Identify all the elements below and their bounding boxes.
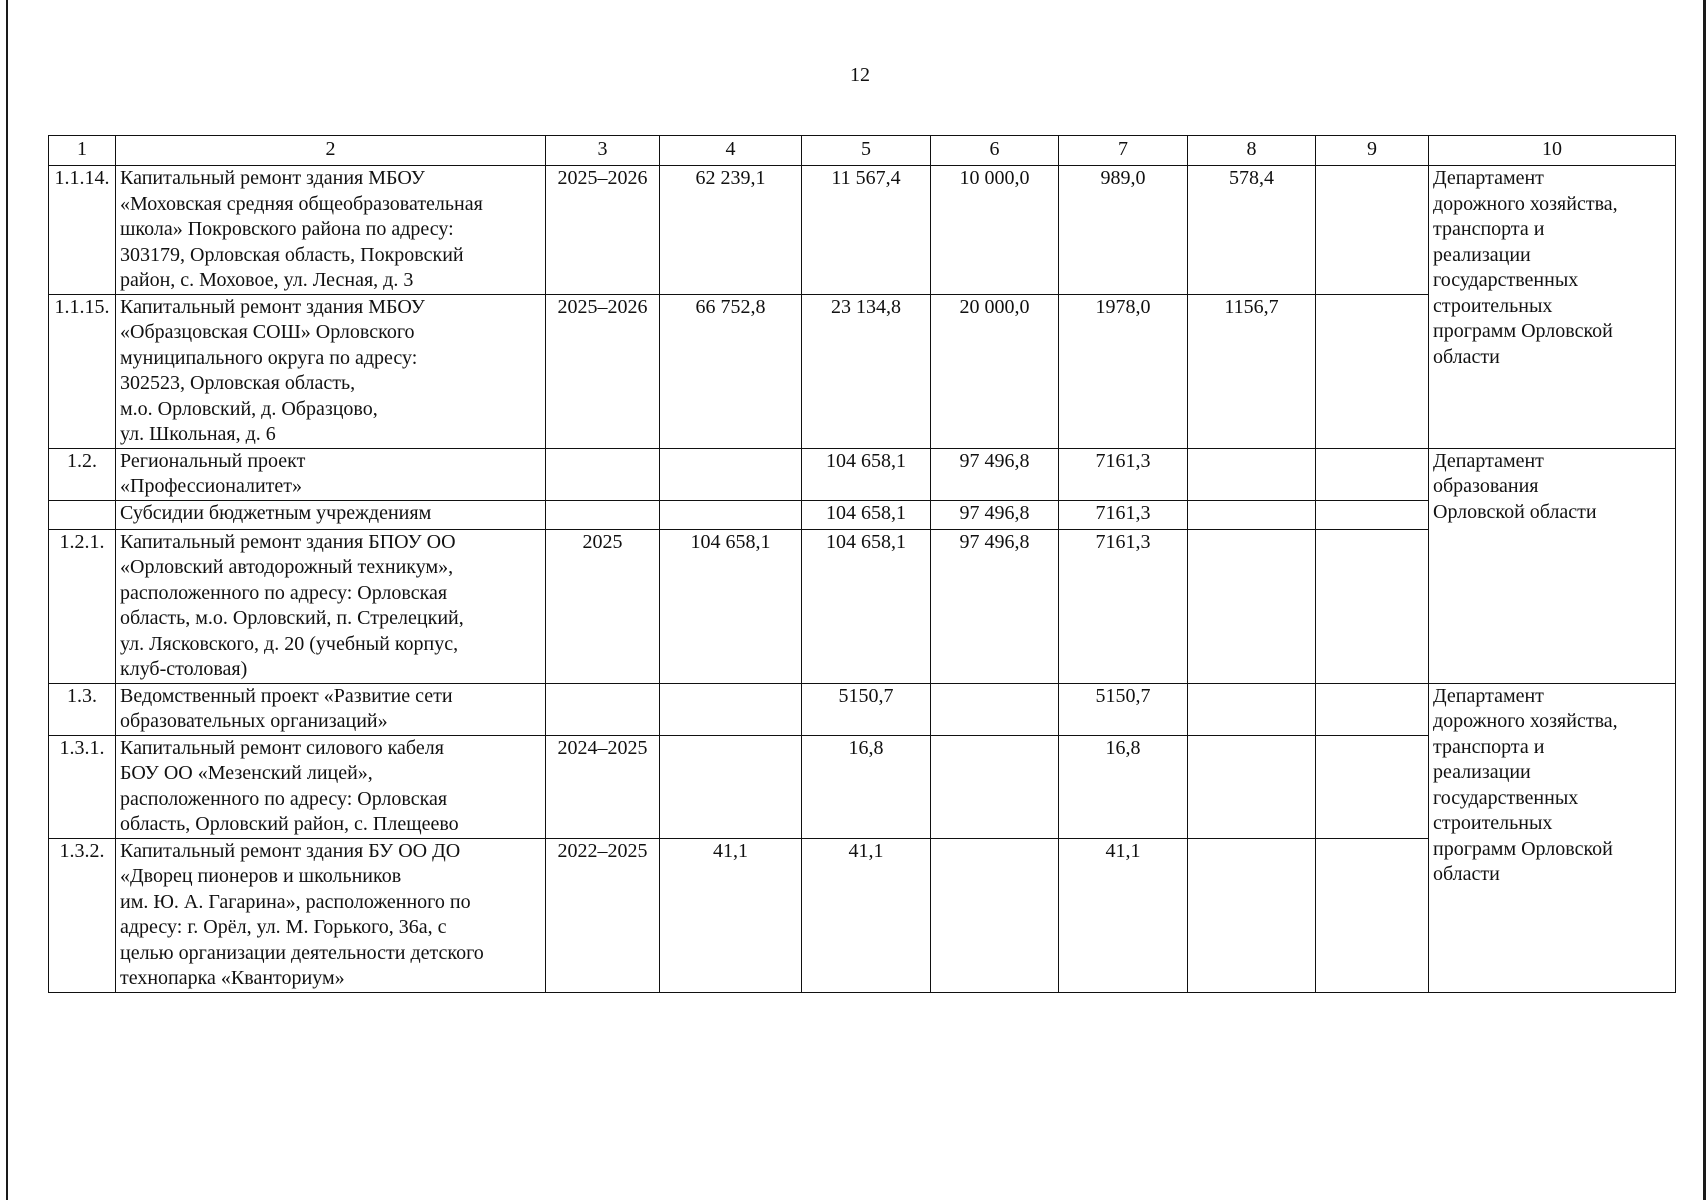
amount-col5-cell: 104 658,1 <box>802 529 931 683</box>
department-line: транспорта и <box>1433 218 1545 240</box>
description-line: м.о. Орловский, д. Образцово, <box>120 397 378 420</box>
total-cost-cell <box>660 448 802 500</box>
description-line: 302523, Орловская область, <box>120 372 356 394</box>
row-description <box>116 529 546 683</box>
row-number: 1.1.14. <box>49 166 116 295</box>
description-line: Капитальный ремонт здания БПОУ ОО <box>120 530 456 553</box>
column-header: 7 <box>1059 136 1188 166</box>
responsible-department <box>1429 683 1676 992</box>
department-line: государственных <box>1433 269 1579 291</box>
row-description <box>116 448 546 500</box>
description-line: «Профессионалитет» <box>120 475 303 497</box>
budget-table <box>48 135 1676 993</box>
row-description <box>116 683 546 735</box>
amount-col6-cell: 10 000,0 <box>931 166 1059 295</box>
description-line: адресу: г. Орёл, ул. М. Горького, 36а, с <box>120 916 447 938</box>
row-number: 1.2. <box>49 448 116 500</box>
department-line: государственных <box>1433 786 1579 809</box>
amount-col9-cell <box>1316 166 1429 295</box>
amount-col9-cell <box>1316 294 1429 448</box>
responsible-department <box>1429 448 1676 683</box>
amount-col7-cell: 41,1 <box>1059 838 1188 992</box>
row-number <box>49 500 116 529</box>
amount-col7-cell: 7161,3 <box>1059 529 1188 683</box>
total-cost-cell <box>660 683 802 735</box>
total-cost-cell <box>660 735 802 838</box>
table-row <box>49 683 1676 735</box>
amount-col5-cell: 104 658,1 <box>802 500 931 529</box>
column-header: 6 <box>931 136 1059 166</box>
description-line: им. Ю. А. Гагарина», расположенного по <box>120 890 471 913</box>
total-cost-cell: 66 752,8 <box>660 294 802 448</box>
row-number: 1.3.1. <box>49 735 116 838</box>
row-description <box>116 500 546 529</box>
table-row <box>49 166 1676 295</box>
department-line: строительных <box>1433 812 1553 834</box>
description-line: муниципального округа по адресу: <box>120 346 418 369</box>
department-line: дорожного хозяйства, <box>1433 192 1618 215</box>
amount-col6-cell: 97 496,8 <box>931 529 1059 683</box>
amount-col7-cell: 989,0 <box>1059 166 1188 295</box>
amount-col8-cell <box>1188 448 1316 500</box>
amount-col5-cell: 5150,7 <box>802 683 931 735</box>
description-line: технопарка «Кванториум» <box>120 967 345 989</box>
description-line: Региональный проект <box>120 449 306 472</box>
column-header: 5 <box>802 136 931 166</box>
row-description <box>116 735 546 838</box>
amount-col7-cell: 7161,3 <box>1059 448 1188 500</box>
description-line: «Моховская средняя общеобразовательная <box>120 192 483 215</box>
row-number: 1.3. <box>49 683 116 735</box>
column-header: 1 <box>49 136 116 166</box>
description-line: «Дворец пионеров и школьников <box>120 865 402 887</box>
department-line: программ Орловской <box>1433 320 1613 342</box>
amount-col9-cell <box>1316 838 1429 992</box>
description-line: Ведомственный проект «Развитие сети <box>120 684 453 707</box>
description-line: клуб-столовая) <box>120 658 248 680</box>
department-line: Орловской области <box>1433 500 1597 523</box>
amount-col9-cell <box>1316 683 1429 735</box>
total-cost-cell: 62 239,1 <box>660 166 802 295</box>
amount-col8-cell <box>1188 838 1316 992</box>
row-description <box>116 294 546 448</box>
amount-col5-cell: 11 567,4 <box>802 166 931 295</box>
period-cell: 2025–2026 <box>546 166 660 295</box>
description-line: Капитальный ремонт здания МБОУ <box>120 167 425 189</box>
description-line: район, с. Моховое, ул. Лесная, д. 3 <box>120 269 414 291</box>
department-line: реализации <box>1433 243 1531 266</box>
description-line: целью организации деятельности детского <box>120 941 484 964</box>
amount-col8-cell <box>1188 500 1316 529</box>
department-line: программ Орловской <box>1433 837 1613 860</box>
department-line: Департамент <box>1433 684 1544 707</box>
amount-col8-cell: 1156,7 <box>1188 294 1316 448</box>
row-number: 1.1.15. <box>49 294 116 448</box>
description-line: область, Орловский район, с. Плещеево <box>120 813 459 835</box>
column-header: 2 <box>116 136 546 166</box>
column-header: 4 <box>660 136 802 166</box>
description-line: область, м.о. Орловский, п. Стрелецкий, <box>120 607 464 629</box>
department-line: образования <box>1433 475 1539 497</box>
row-description <box>116 838 546 992</box>
department-line: реализации <box>1433 761 1531 783</box>
amount-col9-cell <box>1316 448 1429 500</box>
column-number-row <box>49 136 1676 166</box>
description-line: Капитальный ремонт силового кабеля <box>120 736 444 759</box>
department-line: Департамент <box>1433 167 1544 189</box>
amount-col6-cell <box>931 838 1059 992</box>
column-header: 3 <box>546 136 660 166</box>
amount-col6-cell <box>931 683 1059 735</box>
amount-col9-cell <box>1316 735 1429 838</box>
period-cell <box>546 500 660 529</box>
responsible-department <box>1429 166 1676 449</box>
row-number: 1.3.2. <box>49 838 116 992</box>
column-header: 8 <box>1188 136 1316 166</box>
period-cell <box>546 683 660 735</box>
amount-col6-cell: 97 496,8 <box>931 500 1059 529</box>
department-line: области <box>1433 345 1500 368</box>
description-line: «Орловский автодорожный техникум», <box>120 556 454 578</box>
column-header: 9 <box>1316 136 1429 166</box>
amount-col7-cell: 1978,0 <box>1059 294 1188 448</box>
description-line: ул. Школьная, д. 6 <box>120 423 276 445</box>
total-cost-cell: 104 658,1 <box>660 529 802 683</box>
amount-col7-cell: 7161,3 <box>1059 500 1188 529</box>
description-line: образовательных организаций» <box>120 710 388 732</box>
total-cost-cell: 41,1 <box>660 838 802 992</box>
amount-col6-cell: 20 000,0 <box>931 294 1059 448</box>
department-line: транспорта и <box>1433 735 1545 758</box>
description-line: расположенного по адресу: Орловская <box>120 581 448 604</box>
amount-col6-cell <box>931 735 1059 838</box>
column-header: 10 <box>1429 136 1676 166</box>
page-number: 12 <box>850 64 870 86</box>
department-line: строительных <box>1433 294 1553 317</box>
department-line: Департамент <box>1433 449 1544 472</box>
amount-col5-cell: 104 658,1 <box>802 448 931 500</box>
total-cost-cell <box>660 500 802 529</box>
row-number: 1.2.1. <box>49 529 116 683</box>
period-cell: 2022–2025 <box>546 838 660 992</box>
table-row <box>49 448 1676 500</box>
amount-col8-cell <box>1188 529 1316 683</box>
amount-col8-cell <box>1188 683 1316 735</box>
period-cell: 2025–2026 <box>546 294 660 448</box>
description-line: 303179, Орловская область, Покровский <box>120 243 464 266</box>
table-body <box>49 136 1676 993</box>
amount-col7-cell: 5150,7 <box>1059 683 1188 735</box>
description-line: школа» Покровского района по адресу: <box>120 218 454 240</box>
row-description <box>116 166 546 295</box>
amount-col9-cell <box>1316 500 1429 529</box>
period-cell: 2025 <box>546 529 660 683</box>
department-line: области <box>1433 863 1500 885</box>
scan-edge-right <box>1703 0 1706 1200</box>
department-line: дорожного хозяйства, <box>1433 710 1618 732</box>
amount-col7-cell: 16,8 <box>1059 735 1188 838</box>
description-line: БОУ ОО «Мезенский лицей», <box>120 762 373 784</box>
description-line: Капитальный ремонт здания МБОУ <box>120 295 425 318</box>
description-line: расположенного по адресу: Орловская <box>120 787 448 810</box>
description-line: Субсидии бюджетным учреждениям <box>120 501 432 524</box>
amount-col5-cell: 16,8 <box>802 735 931 838</box>
amount-col6-cell: 97 496,8 <box>931 448 1059 500</box>
scan-edge-left <box>6 0 8 1200</box>
period-cell: 2024–2025 <box>546 735 660 838</box>
amount-col5-cell: 41,1 <box>802 838 931 992</box>
amount-col5-cell: 23 134,8 <box>802 294 931 448</box>
description-line: Капитальный ремонт здания БУ ОО ДО <box>120 839 461 862</box>
amount-col8-cell: 578,4 <box>1188 166 1316 295</box>
amount-col9-cell <box>1316 529 1429 683</box>
amount-col8-cell <box>1188 735 1316 838</box>
description-line: «Образцовская СОШ» Орловского <box>120 321 415 343</box>
description-line: ул. Лясковского, д. 20 (учебный корпус, <box>120 632 459 655</box>
period-cell <box>546 448 660 500</box>
